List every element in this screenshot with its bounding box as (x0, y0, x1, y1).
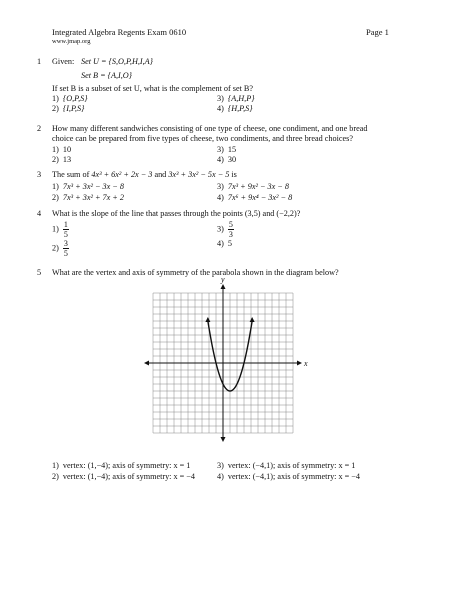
q1-set-b: Set B = {A,I,O} (81, 71, 132, 80)
q3-choice-3: 3) 7x³ + 9x² − 3x − 8 (217, 182, 289, 191)
q5-stem: What are the vertex and axis of symmetry of the parabola shown in the diagram below? (52, 268, 339, 277)
q2-choice-1: 1) 10 (52, 145, 72, 154)
q2-choice-4: 4) 30 (217, 155, 237, 164)
q4-choice-2-denominator: 5 (63, 249, 68, 258)
x-axis-arrow-right (297, 361, 302, 366)
graph-axes (144, 284, 302, 442)
x-axis-arrow-left (144, 361, 149, 366)
q4-choice-1-numerator: 1 (63, 220, 68, 229)
q1-set-u: Set U = {S,O,P,H,I,A} (81, 57, 153, 66)
q5-choice-3: 3) vertex: (−4,1); axis of symmetry: x = 1 (217, 461, 356, 470)
q2-choice-2: 2) 13 (52, 155, 72, 164)
q1-number: 1 (37, 57, 42, 66)
q3-choice-2: 2) 7x³ + 3x² + 7x + 2 (52, 193, 124, 202)
q1-choice-4: 4) {H,P,S} (217, 104, 253, 113)
y-axis-arrow-down (221, 437, 226, 442)
q4-choice-2-numerator: 3 (63, 239, 68, 248)
q4-choice-3-denominator: 3 (228, 230, 233, 239)
q5-choice-2: 2) vertex: (1,−4); axis of symmetry: x = −4 (52, 472, 196, 481)
q4-choice-1: 1) $\frac{1}{5}$ (52, 220, 68, 239)
q5-number: 5 (37, 268, 42, 277)
q2-stem-line2: choice can be prepared from five types of cheese, two condiments, and three bread choices? (52, 134, 353, 143)
source-url: www.jmap.org (52, 38, 91, 45)
parabola-graph (143, 275, 308, 455)
q3-number: 3 (37, 170, 42, 179)
q1-stem: If set B is a subset of set U, what is the complement of set B? (52, 84, 254, 93)
q1-given-label: Given: (52, 57, 75, 66)
q2-number: 2 (37, 124, 42, 133)
q5-choice-1: 1) vertex: (1,−4); axis of symmetry: x = 1 (52, 461, 191, 470)
q4-choice-4: 4) 5 (217, 239, 233, 248)
q4-choice-2: 2) $\frac{3}{5}$ (52, 239, 68, 258)
q1-choice-3: 3) {A,H,P} (217, 94, 255, 103)
q4-number: 4 (37, 209, 42, 218)
exam-title: Integrated Algebra Regents Exam 0610 (52, 27, 187, 37)
q4-choice-3: 3) $\frac{5}{3}$ (217, 220, 233, 239)
y-axis-label: y (221, 275, 225, 284)
q4-choice-1-denominator: 5 (63, 230, 68, 239)
y-axis-arrow-up (221, 284, 226, 289)
q3-choice-1: 1) 7x³ + 3x² − 3x − 8 (52, 182, 124, 191)
q3-choice-4: 4) 7x⁶ + 9x⁴ − 3x² − 8 (217, 193, 293, 202)
q2-choice-3: 3) 15 (217, 145, 237, 154)
q1-choice-1: 1) {O,P,S} (52, 94, 88, 103)
q4-stem: What is the slope of the line that passes through the points (3,5) and (−2,2)? (52, 209, 301, 218)
q1-choice-2: 2) {I,P,S} (52, 104, 85, 113)
q2-stem-line1: How many different sandwiches consisting of one type of cheese, one condiment, and one bread (52, 124, 368, 133)
q3-stem: The sum of 4x³ + 6x² + 2x − 3 and 3x³ + 3x² − 5x − 5 is (52, 170, 237, 179)
x-axis-label: x (304, 359, 308, 368)
q5-choice-4: 4) vertex: (−4,1); axis of symmetry: x = −4 (217, 472, 361, 481)
q4-choice-3-numerator: 5 (228, 220, 233, 229)
page-number: Page 1 (366, 27, 389, 37)
